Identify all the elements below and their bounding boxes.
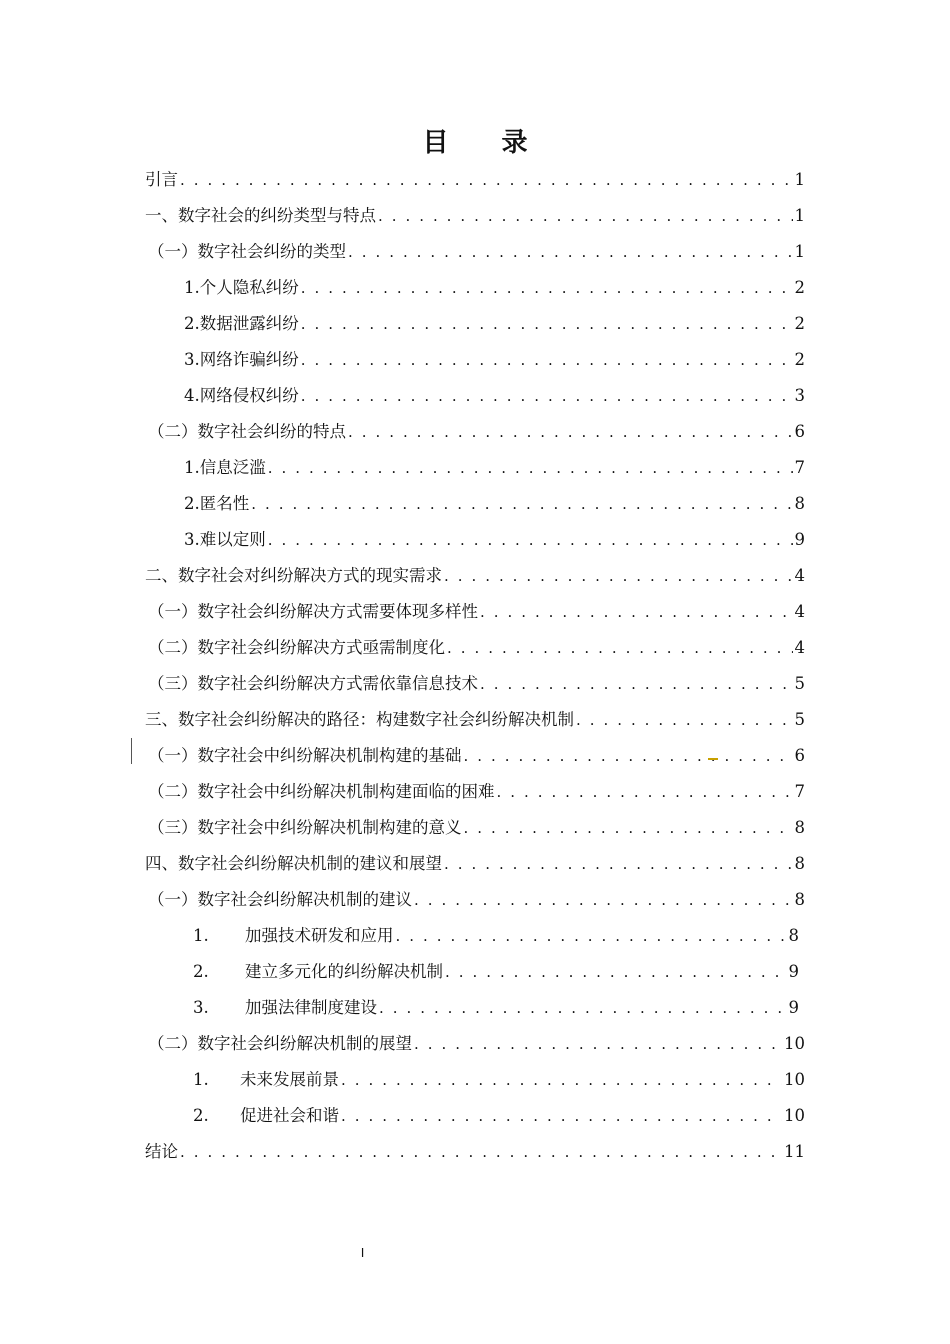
toc-entry-page: 4 (794, 638, 805, 657)
text-cursor-bar (131, 738, 132, 764)
dot-leader (464, 810, 793, 846)
toc-entry-page: 9 (788, 998, 799, 1017)
toc-entry[interactable] (148, 882, 805, 918)
toc-entry-label: 1.个人隐私纠纷 (184, 278, 299, 297)
toc-entry-page: 10 (784, 1034, 805, 1053)
dot-leader (576, 702, 793, 738)
toc-entry[interactable] (184, 522, 805, 558)
toc-entry-label: 引言 (145, 170, 178, 189)
toc-entry-label: （三）数字社会纠纷解决方式需依靠信息技术 (148, 674, 478, 693)
dot-leader (301, 378, 793, 414)
toc-entry-label: 四、数字社会纠纷解决机制的建议和展望 (145, 854, 442, 873)
dot-leader (268, 522, 793, 558)
toc-entry-page: 11 (784, 1142, 805, 1161)
toc-entry-page: 5 (794, 674, 805, 693)
toc-entry[interactable] (193, 954, 799, 990)
toc-entry-page: 2 (794, 278, 805, 297)
toc-entry-label: 4.网络侵权纠纷 (184, 386, 299, 405)
dot-leader (180, 1134, 782, 1170)
toc-entry-page: 8 (788, 926, 799, 945)
toc-entry-page: 5 (794, 710, 805, 729)
dot-leader (180, 162, 793, 198)
toc-entry[interactable] (145, 846, 805, 882)
toc-entry[interactable] (193, 1098, 805, 1134)
toc-entry[interactable] (193, 990, 799, 1026)
toc-entry-page: 6 (794, 746, 805, 765)
toc-entry[interactable] (148, 666, 805, 702)
dot-leader (341, 1098, 782, 1134)
toc-entry[interactable] (145, 558, 805, 594)
toc-title: 目 录 (422, 128, 550, 158)
toc-entry-label: （一）数字社会纠纷解决机制的建议 (148, 890, 412, 909)
edit-mark (708, 758, 718, 760)
toc-entry-page: 8 (794, 818, 805, 837)
toc-entry[interactable] (193, 1062, 805, 1098)
toc-entry-label: 促进社会和谐 (240, 1106, 339, 1125)
toc-entry-label: 加强技术研发和应用 (245, 926, 394, 945)
toc-entry-page: 7 (794, 782, 805, 801)
toc-entry-page: 7 (794, 458, 805, 477)
toc-entry-page: 1 (794, 242, 805, 261)
toc-entry-number: 1. (193, 1070, 209, 1089)
toc-entry-page: 4 (794, 566, 805, 585)
toc-entry[interactable] (148, 810, 805, 846)
page-footer-marker: I (360, 1245, 365, 1260)
toc-entry-label: 建立多元化的纠纷解决机制 (245, 962, 443, 981)
dot-leader (396, 918, 787, 954)
toc-entry-label: （二）数字社会纠纷的特点 (148, 422, 346, 441)
toc-entry-label: （二）数字社会纠纷解决机制的展望 (148, 1034, 412, 1053)
dot-leader (348, 234, 793, 270)
toc-entry-label: （三）数字社会中纠纷解决机制构建的意义 (148, 818, 462, 837)
toc-entry-page: 8 (794, 854, 805, 873)
dot-leader (444, 558, 793, 594)
toc-entry[interactable] (184, 342, 805, 378)
toc-entry-label: 结论 (145, 1142, 178, 1161)
toc-entry-page: 3 (794, 386, 805, 405)
toc-entry[interactable] (184, 486, 805, 522)
toc-entry[interactable] (148, 630, 805, 666)
dot-leader (378, 198, 793, 234)
toc-entry-page: 4 (794, 602, 805, 621)
toc-entry-label: 二、数字社会对纠纷解决方式的现实需求 (145, 566, 442, 585)
toc-entry[interactable] (148, 738, 805, 774)
toc-entry[interactable] (184, 378, 805, 414)
toc-entry-number: 2. (193, 1106, 209, 1125)
toc-entry[interactable] (145, 198, 805, 234)
dot-leader (464, 738, 793, 774)
toc-entry-page: 1 (794, 170, 805, 189)
toc-entry-page: 9 (794, 530, 805, 549)
toc-entry-number: 2. (193, 962, 209, 981)
dot-leader (301, 306, 793, 342)
toc-entry-page: 8 (794, 494, 805, 513)
toc-entry-page: 6 (794, 422, 805, 441)
toc-entry[interactable] (148, 1026, 805, 1062)
toc-entry-label: 加强法律制度建设 (245, 998, 377, 1017)
toc-entry-label: （一）数字社会纠纷的类型 (148, 242, 346, 261)
toc-entry-page: 2 (794, 350, 805, 369)
dot-leader (480, 594, 793, 630)
dot-leader (341, 1062, 782, 1098)
dot-leader (444, 846, 793, 882)
toc-entry[interactable] (184, 306, 805, 342)
toc-entry-label: 1.信息泛滥 (184, 458, 266, 477)
toc-entry-label: 2.匿名性 (184, 494, 250, 513)
dot-leader (301, 270, 793, 306)
dot-leader (414, 1026, 782, 1062)
toc-entry-page: 8 (794, 890, 805, 909)
dot-leader (379, 990, 787, 1026)
toc-entry-label: （一）数字社会中纠纷解决机制构建的基础 (148, 746, 462, 765)
toc-entry[interactable] (184, 270, 805, 306)
toc-entry-page: 10 (784, 1070, 805, 1089)
dot-leader (445, 954, 787, 990)
dot-leader (447, 630, 793, 666)
dot-leader (414, 882, 793, 918)
dot-leader (301, 342, 793, 378)
toc-entry-page: 10 (784, 1106, 805, 1125)
toc-entry-label: 2.数据泄露纠纷 (184, 314, 299, 333)
toc-entry-label: （二）数字社会纠纷解决方式亟需制度化 (148, 638, 445, 657)
toc-entry-page: 1 (794, 206, 805, 225)
toc-entry[interactable] (148, 594, 805, 630)
toc-entry[interactable] (145, 702, 805, 738)
toc-entry-label: 三、数字社会纠纷解决的路径：构建数字社会纠纷解决机制 (145, 710, 574, 729)
dot-leader (251, 486, 792, 522)
toc-entry-page: 2 (794, 314, 805, 333)
dot-leader (497, 774, 793, 810)
toc-entry[interactable] (145, 1134, 805, 1170)
toc-entry[interactable] (193, 918, 799, 954)
toc-entry-number: 1. (193, 926, 209, 945)
toc-entry[interactable] (148, 234, 805, 270)
toc-entry-label: 一、数字社会的纠纷类型与特点 (145, 206, 376, 225)
toc-entry[interactable] (184, 450, 805, 486)
toc-entry-label: 未来发展前景 (240, 1070, 339, 1089)
toc-entry-number: 3. (193, 998, 209, 1017)
dot-leader (268, 450, 793, 486)
toc-entry[interactable] (145, 162, 805, 198)
dot-leader (480, 666, 793, 702)
toc-entry-label: （一）数字社会纠纷解决方式需要体现多样性 (148, 602, 478, 621)
toc-entry-label: 3.难以定则 (184, 530, 266, 549)
dot-leader (348, 414, 793, 450)
toc-entry[interactable] (148, 414, 805, 450)
toc-entry[interactable] (148, 774, 805, 810)
toc-entry-label: （二）数字社会中纠纷解决机制构建面临的困难 (148, 782, 495, 801)
toc-entry-label: 3.网络诈骗纠纷 (184, 350, 299, 369)
toc-entry-page: 9 (788, 962, 799, 981)
